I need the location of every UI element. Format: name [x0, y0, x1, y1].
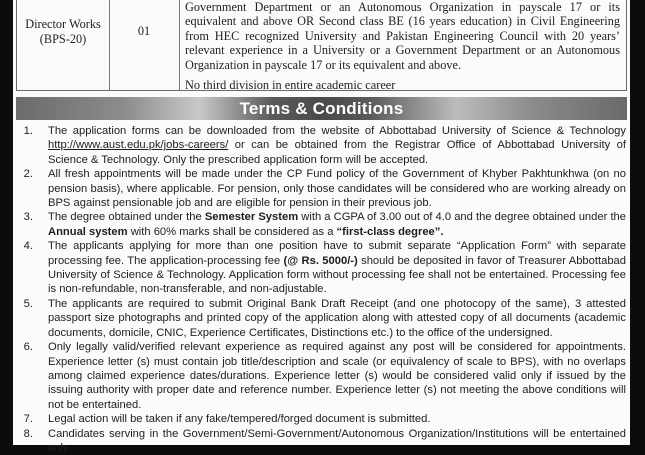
term-emphasis: Semester System: [204, 211, 299, 224]
term-text: The applicants are required to submit Original Bank Draft Receipt (and one photocopy of the same), 3 attested passport size photographs and printed copy of the application along with attested copy of all documents (academic documents, domicile, CNIC, Experience Certificates, Distinctions etc.) to the office of the undersigned.: [48, 297, 626, 339]
term-item: [13, 427, 630, 455]
term-number: 2.: [23, 168, 33, 181]
term-text-segment: The degree obtained under the: [48, 211, 205, 224]
term-item: [13, 297, 630, 340]
term-item: [13, 340, 630, 412]
qualification-cell: [185, 0, 620, 92]
term-item: [13, 412, 630, 426]
post-title: [17, 17, 109, 47]
term-text: Candidates serving in the Government/Semi-Government/Autonomous Organization/Institutions will be entertained only: [48, 427, 626, 454]
term-text: Only legally valid/verified relevant experience as required against any post will be considered for appointments. Experience letter (s) must contain job title/description and scale (or equivalency of scale to BPS), with no overlaps among claimed experience dates/durations. Experience letter (s) would be considered valid only if issued by the issuing authority with proper date and reference number. Experience letter (s) not meeting the above conditions will not be entertained.: [48, 341, 626, 411]
term-number: 7.: [23, 413, 33, 426]
term-item: [13, 167, 630, 210]
term-text-segment: should be deposited in favor of Treasurer Abbottabad University of Science & Technology. Application form without processing fee shall not be entertained. Processing fee is non-refundable, non-transferable, and non-adjustable.: [48, 254, 626, 296]
job-advertisement-page: [13, 0, 630, 454]
term-number: 3.: [23, 211, 33, 224]
processing-fee-amount: (@ Rs. 5000/-): [283, 254, 358, 267]
term-text-segment: The application forms can be downloaded from the website of Abbottabad University of Science & Technology: [48, 125, 626, 137]
term-text: All fresh appointments will be made under the CP Fund policy of the Government of Khyber Pakhtunkhwa (on no pension basis), where applicable. For pension, only those candidates will be considered who are working already on BPS against pensionable job and are eligible for pension in their previous job.: [48, 168, 626, 210]
terms-banner: [16, 97, 627, 120]
number-of-posts: 01: [137, 24, 151, 38]
term-item: [13, 239, 630, 297]
qualification-text: Government Department or an Autonomous Organization in payscale 17 or its equivalent and above OR Second class BE (16 years education) in Civil Engineering from HEC recognized University and Pakistan Engineering Council with 20 years’ relevant experience in a University or a Government Department or an Autonomous Organization in payscale 17 or its equivalent and above.: [185, 0, 620, 72]
term-emphasis: “first-class degree”.: [336, 225, 444, 238]
term-text-segment: The applicants applying for more than one position have to submit separate “Application Form” with separate processing fee. The application-processing fee: [48, 240, 626, 267]
post-name: Director Works: [25, 17, 101, 31]
term-text: Legal action will be taken if any fake/tempered/forged document is submitted.: [48, 413, 431, 426]
application-form-link[interactable]: http://www.aust.edu.pk/jobs-careers/: [48, 139, 229, 152]
term-number: 4.: [23, 240, 33, 253]
term-text-segment: or can be obtained from the Registrar Office of Abbottabad University of Science & Technology. Only the prescribed application form will be accepted.: [48, 139, 626, 166]
term-item: [13, 210, 630, 239]
term-text-segment: with a CGPA of 3.00 out of 4.0 and the degree obtained under the: [298, 211, 626, 224]
term-number: 1.: [23, 125, 33, 137]
terms-heading: Terms & Conditions: [239, 99, 404, 118]
terms-list: [13, 124, 630, 455]
term-text: [48, 211, 626, 237]
term-text: [48, 240, 626, 295]
term-number: 5.: [23, 297, 33, 310]
term-emphasis: Annual system: [48, 225, 128, 238]
term-number: 6.: [23, 341, 33, 354]
term-text-segment: with 60% marks shall be considered as a: [127, 225, 337, 238]
number-of-posts-cell: [109, 0, 180, 90]
post-scale: (BPS-20): [39, 32, 87, 46]
term-text: [48, 125, 626, 166]
term-item: [13, 124, 630, 167]
term-number: 8.: [23, 427, 33, 440]
post-title-cell: [17, 0, 110, 90]
qualification-note: No third division in entire academic career: [185, 78, 396, 93]
job-table: [16, 0, 627, 91]
